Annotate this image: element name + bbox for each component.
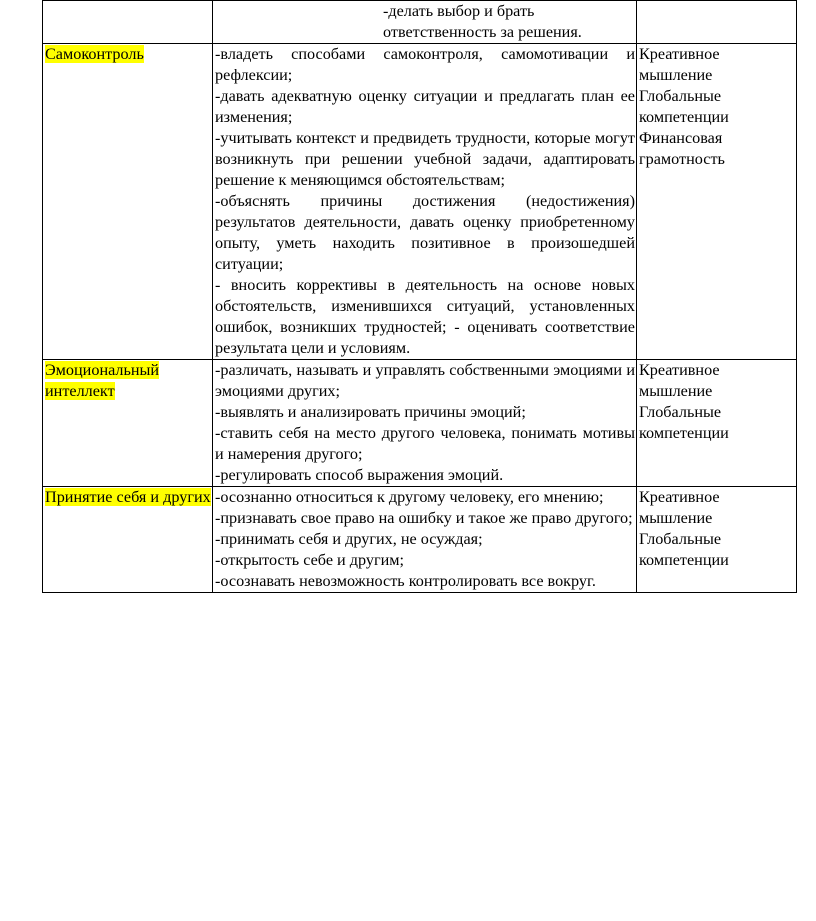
- description-item: -объяснять причины достижения (недостижения) результатов деятельности, давать оценку приобретенному опыту, уметь находить позитивное в произошедшей ситуации;: [215, 192, 635, 273]
- skill-cell: [43, 44, 213, 360]
- skill-cell: [43, 487, 213, 593]
- description-cell: [213, 1, 637, 44]
- table-row: [43, 1, 797, 44]
- description-item: -признавать свое право на ошибку и такое же право другого;: [215, 509, 633, 527]
- competency-item: Финансовая грамотность: [639, 129, 725, 168]
- description-item: -учитывать контекст и предвидеть трудности, которые могут возникнуть при решении учебной задачи, адаптировать решение к меняющимся обстоятельствам;: [215, 129, 635, 189]
- competencies-cell: [637, 487, 797, 593]
- competency-item: Креативное мышление: [639, 361, 720, 400]
- skill-name: Самоконтроль: [45, 45, 144, 63]
- competency-item: Глобальные компетенции: [639, 403, 729, 442]
- description-item: -принимать себя и других, не осуждая;: [215, 530, 483, 548]
- competency-item: Креативное мышление: [639, 45, 720, 84]
- table-row: [43, 487, 797, 593]
- competency-item: Глобальные компетенции: [639, 87, 729, 126]
- competencies-cell: [637, 1, 797, 44]
- description-cell: [213, 487, 637, 593]
- description-cell: [213, 360, 637, 487]
- description-item: -различать, называть и управлять собственными эмоциями и эмоциями других;: [215, 361, 635, 400]
- skill-name: Принятие себя и других: [45, 488, 211, 506]
- skill-name: Эмоциональный интеллект: [45, 361, 160, 400]
- description-item: -открытость себе и другим;: [215, 551, 405, 569]
- competency-item: Креативное мышление: [639, 488, 720, 527]
- table-row: [43, 360, 797, 487]
- description-item: -выявлять и анализировать причины эмоций;: [215, 403, 526, 421]
- description-cell: [213, 44, 637, 360]
- description-item: -владеть способами самоконтроля, самомотивации и рефлексии;: [215, 45, 635, 84]
- description-item: -осознавать невозможность контролировать все вокруг.: [215, 572, 596, 590]
- skill-cell: [43, 1, 213, 44]
- competency-item: Глобальные компетенции: [639, 530, 729, 569]
- description-item: -давать адекватную оценку ситуации и предлагать план ее изменения;: [215, 87, 635, 126]
- skills-table-body: [43, 1, 797, 593]
- description-item: -делать выбор и брать ответственность за решения.: [383, 2, 582, 41]
- description-item: - вносить коррективы в деятельность на основе новых обстоятельств, изменившихся ситуаций, установленных ошибок, возникших трудностей; - оценивать соответствие результата цели и условиям.: [215, 276, 635, 357]
- competencies-cell: [637, 360, 797, 487]
- description-item: -регулировать способ выражения эмоций.: [215, 466, 504, 484]
- description-item: -ставить себя на место другого человека, понимать мотивы и намерения другого;: [215, 424, 635, 463]
- description-item: -осознанно относиться к другому человеку, его мнению;: [215, 488, 604, 506]
- table-row: [43, 44, 797, 360]
- competencies-cell: [637, 44, 797, 360]
- skill-cell: [43, 360, 213, 487]
- skills-table: [42, 0, 797, 593]
